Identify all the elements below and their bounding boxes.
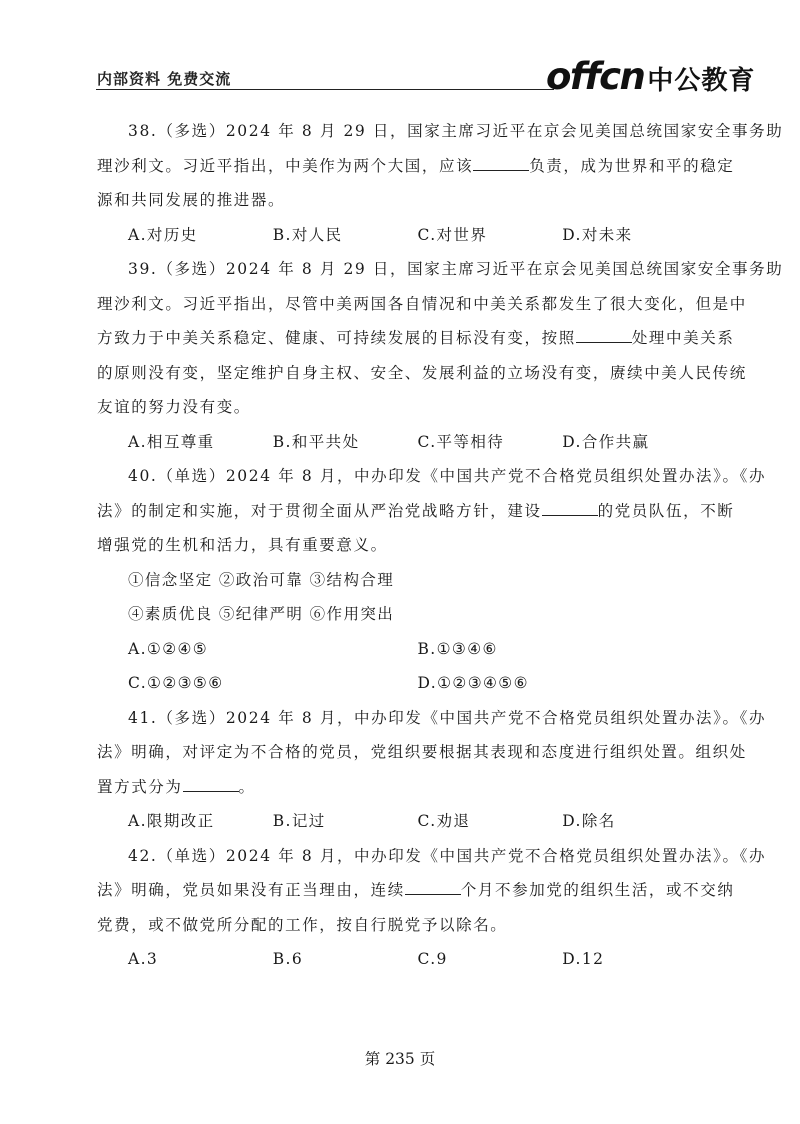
option-a: A.3 xyxy=(128,950,159,968)
logo-chinese-text: 中公教育 xyxy=(647,66,756,96)
answer-options xyxy=(97,942,707,977)
answer-options xyxy=(97,632,707,667)
question-text-line: 源和共同发展的推进器。 xyxy=(97,191,286,209)
question-38 xyxy=(97,114,784,252)
question-text-line: 理沙利文。习近平指出，尽管中美两国各自情况和中美关系都发生了很大变化，但是中 xyxy=(97,294,747,313)
question-39 xyxy=(97,252,784,459)
question-text-line: 方致力于中美关系稳定、健康、可持续发展的目标没有变，按照 处理中美关系 xyxy=(97,329,735,347)
answer-blank xyxy=(542,514,598,516)
question-text-line: 法》明确，党员如果没有正当理由，连续 个月不参加党的组织生活，或不交纳 xyxy=(97,881,735,899)
option-d: D.合作共赢 xyxy=(562,432,650,451)
answer-options xyxy=(97,425,707,460)
answer-options xyxy=(97,804,707,839)
option-d: D.12 xyxy=(562,950,605,968)
answer-blank xyxy=(183,790,239,792)
option-a: A.相互尊重 xyxy=(128,432,215,451)
question-41 xyxy=(97,701,767,839)
answer-options xyxy=(97,218,707,253)
choice-items-line: ④素质优良 ⑤纪律严明 ⑥作用突出 xyxy=(128,605,395,623)
question-text-line: 理沙利文。习近平指出，中美作为两个大国，应该 负责，成为世界和平的稳定 xyxy=(97,156,735,175)
question-text-line: 置方式分为 。 xyxy=(97,777,256,796)
choice-items-line: ①信念坚定 ②政治可靠 ③结构合理 xyxy=(128,570,395,589)
option-c: C.劝退 xyxy=(417,812,471,830)
answer-blank xyxy=(473,169,529,171)
question-text-line: 41.（多选）2024 年 8 月，中办印发《中国共产党不合格党员组织处置办法》。《办 xyxy=(128,708,767,727)
question-text-line: 39.（多选）2024 年 8 月 29 日，国家主席习近平在京会见美国总统国家安全事务助 xyxy=(128,260,784,278)
option-d: D.对未来 xyxy=(562,225,633,244)
question-text-line: 40.（单选）2024 年 8 月，中办印发《中国共产党不合格党员组织处置办法》。《办 xyxy=(128,467,767,485)
question-40 xyxy=(97,459,767,701)
option-b: B.6 xyxy=(272,950,304,968)
question-content xyxy=(97,114,784,977)
answer-options xyxy=(97,666,707,701)
option-b: B.和平共处 xyxy=(272,432,360,451)
header-label: 内部资料 免费交流 xyxy=(97,70,232,88)
question-text-line: 42.（单选）2024 年 8 月，中办印发《中国共产党不合格党员组织处置办法》。《办 xyxy=(128,846,767,865)
option-b: B.对人民 xyxy=(272,225,343,244)
question-text-line: 党费，或不做党所分配的工作，按自行脱党予以除名。 xyxy=(97,915,508,934)
question-text-line: 友谊的努力没有变。 xyxy=(97,398,251,416)
logo-latin-text: offcn xyxy=(546,55,645,98)
option-a: A.①②④⑤ xyxy=(128,639,209,658)
question-text-line: 38.（多选）2024 年 8 月 29 日，国家主席习近平在京会见美国总统国家安全事务助 xyxy=(128,122,784,140)
question-text-line: 法》明确，对评定为不合格的党员，党组织要根据其表现和态度进行组织处置。组织处 xyxy=(97,743,747,761)
option-d: D.①②③④⑤⑥ xyxy=(417,674,529,692)
header-divider xyxy=(96,89,554,90)
option-d: D.除名 xyxy=(562,812,616,830)
question-text-line: 的原则没有变，坚定维护自身主权、安全、发展利益的立场没有变，赓续中美人民传统 xyxy=(97,363,747,382)
question-text-line: 法》的制定和实施，对于贯彻全面从严治党战略方针，建设 的党员队伍，不断 xyxy=(97,501,735,520)
answer-blank xyxy=(576,341,632,343)
brand-logo xyxy=(546,55,755,98)
option-a: A.限期改正 xyxy=(128,812,215,830)
option-c: C.平等相待 xyxy=(417,432,505,451)
answer-blank xyxy=(405,893,461,895)
option-c: C.9 xyxy=(417,950,448,968)
option-c: C.①②③⑤⑥ xyxy=(128,674,224,692)
option-c: C.对世界 xyxy=(417,225,488,244)
option-b: B.①③④⑥ xyxy=(417,639,498,658)
page-number: 第 235 页 xyxy=(364,1050,436,1068)
option-b: B.记过 xyxy=(272,812,326,830)
question-text-line: 增强党的生机和活力，具有重要意义。 xyxy=(97,536,388,554)
question-42 xyxy=(97,839,767,977)
option-a: A.对历史 xyxy=(128,225,198,244)
